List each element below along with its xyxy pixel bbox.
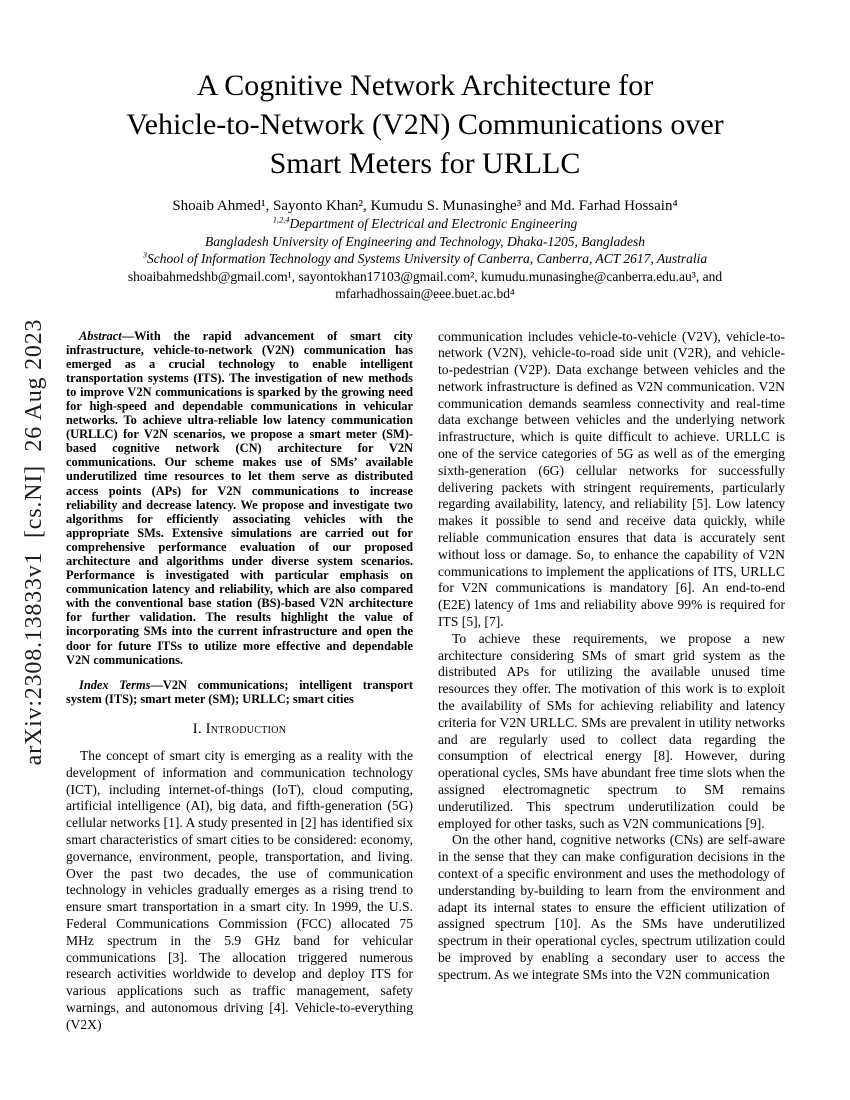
affiliation-university-2 [0,250,850,268]
left-column [66,329,413,1034]
arxiv-watermark: arXiv:2308.13833v1 [cs.NI] 26 Aug 2023 [21,318,47,766]
affiliation-school-superscript: 3 [142,250,148,260]
abstract-label: Abstract [79,328,122,343]
title-line-2: Vehicle-to-Network (V2N) Communications over [126,108,724,141]
introduction-paragraph-2: To achieve these requirements, we propose a new architecture considering SMs of smart grid system as the distributed APs for utilizing the available unused time resources they offer. The motivation of this work is to exploit the availability of SMs for achieving reliability and latency criteria for V2N URLLC. SMs are prevalent in utility networks and are regularly used to collect data regarding the consumption of electrical energy [8]. However, during operational cycles, SMs have abundant free time slots when the assigned electromagnetic spectrum to SM remains underutilized. This spectrum underutilization could be employed for other tasks, such as V2N communications [9]. [438,630,785,831]
authors-line: Shoaib Ahmed¹, Sayonto Khan², Kumudu S. Munasinghe³ and Md. Farhad Hossain⁴ [172,198,678,214]
title-line-1: A Cognitive Network Architecture for [196,69,654,102]
affiliation-department-text: Department of Electrical and Electronic Engineering [289,216,578,231]
paper-title [0,0,850,183]
index-terms-label: Index Terms [79,677,151,692]
affiliation-department [0,215,850,233]
affiliation-university-1: Bangladesh University of Engineering and Technology, Dhaka-1205, Bangladesh [204,233,646,249]
index-terms-text: —V2N communications; intelligent transport system (ITS); smart meter (SM); URLLC; smart cities [66,677,413,706]
author-emails-line-1: shoaibahmedshb@gmail.com¹, sayontokhan17103@gmail.com², kumudu.munasinghe@canberra.edu.au³, and [127,268,723,284]
right-column [438,329,785,1034]
title-line-3: Smart Meters for URLLC [269,147,581,180]
section-heading-introduction: I. Introduction [192,720,287,737]
introduction-paragraph-3: On the other hand, cognitive networks (CNs) are self-aware in the sense that they can make configuration decisions in the context of a specific environment and uses the methodology of understanding by-building to learn from the environment and adapt its internal states to ensure the efficient utilization of assigned spectrum [10]. As the SMs have underutilized spectrum in their operational cycles, spectrum utilization could be improved by enabling a secondary user to access the spectrum. As we integrate SMs into the V2N communication [438,832,785,982]
index-terms-paragraph [66,678,413,706]
affiliation-department-superscript: 1,2,4 [272,215,290,225]
two-column-body [66,329,785,1034]
abstract-paragraph [66,329,413,667]
introduction-paragraph-1: The concept of smart city is emerging as a reality with the development of information and communication technology (ICT), including internet-of-things (IoT), cloud computing, artificial intelligence (AI), big data, and fifth-generation (5G) cellular networks [1]. A study presented in [2] has identified six smart characteristics of smart cities to be considered: economy, governance, environment, people, transportation, and living. Over the past two decades, the use of communication technology in vehicles gradually emerges as a rising trend to ensure smart transportation in a smart city. In 1999, the U.S. Federal Communications Commission (FCC) allocated 75 MHz spectrum in the 5.9 GHz band for vehicular communications [3]. The allocation triggered numerous research activities worldwide to develop and deploy ITS for various applications such as traffic management, safety warnings, and autonomous driving [4]. Vehicle-to-everything (V2X) [66,747,413,1032]
title-block [0,0,850,303]
introduction-paragraph-1-continued: communication includes vehicle-to-vehicle (V2V), vehicle-to-network (V2N), vehicle-to-road side unit (V2R), and vehicle-to-pedestrian (V2P). Data exchange between vehicles and the network infrastructure is defined as V2N communication. V2N communication demands seamless connectivity and real-time data exchange between vehicles and the underlying network infrastructure, which is quite difficult to achieve. URLLC is one of the service categories of 5G as well as of the emerging sixth-generation (6G) cellular networks for successfully delivering packets with stringent requirements, particularly regarding availability, latency, and reliability [5]. Low latency makes it possible to send and receive data quickly, while reliable communication ensures that data is accurately sent without loss or damage. So, to enhance the capability of V2N communications to implement the applications of ITS, URLLC for V2N communications is mandatory [6]. An end-to-end (E2E) latency of 1ms and reliability above 99% is required for ITS [5], [7]. [438,328,785,630]
affiliation-school-text: School of Information Technology and Systems University of Canberra, Canberra, ACT 2617, Australia [147,251,708,266]
author-emails-line-2: mfarhadhossain@eee.buet.ac.bd⁴ [335,286,515,301]
abstract-text: —With the rapid advancement of smart city infrastructure, vehicle-to-network (V2N) communication has emerged as a crucial technology to enable intelligent transportation systems (ITS). The investigation of new methods to improve V2N communications is sparked by the growing need for high-speed and dependable communications in vehicular networks. To achieve ultra-reliable low latency communication (URLLC) for V2N scenarios, we propose a smart meter (SM)-based cognitive network (CN) architecture for V2N communications. Our scheme makes use of SMs’ available underutilized time resources to let them serve as distributed access points (APs) for V2N communications to increase reliability and decrease latency. We propose and investigate two algorithms for efficiently associating vehicles with the appropriate SMs. Extensive simulations are carried out for comprehensive performance evaluation of our proposed architecture and algorithms under diverse system scenarios. Performance is investigated with particular emphasis on communication latency and reliability, which are also compared with the conventional base station (BS)-based V2N architecture for further validation. The results highlight the value of incorporating SMs into the current infrastructure and open the door for future ITSs to utilize more effective and dependable V2N communications. [66,328,413,667]
